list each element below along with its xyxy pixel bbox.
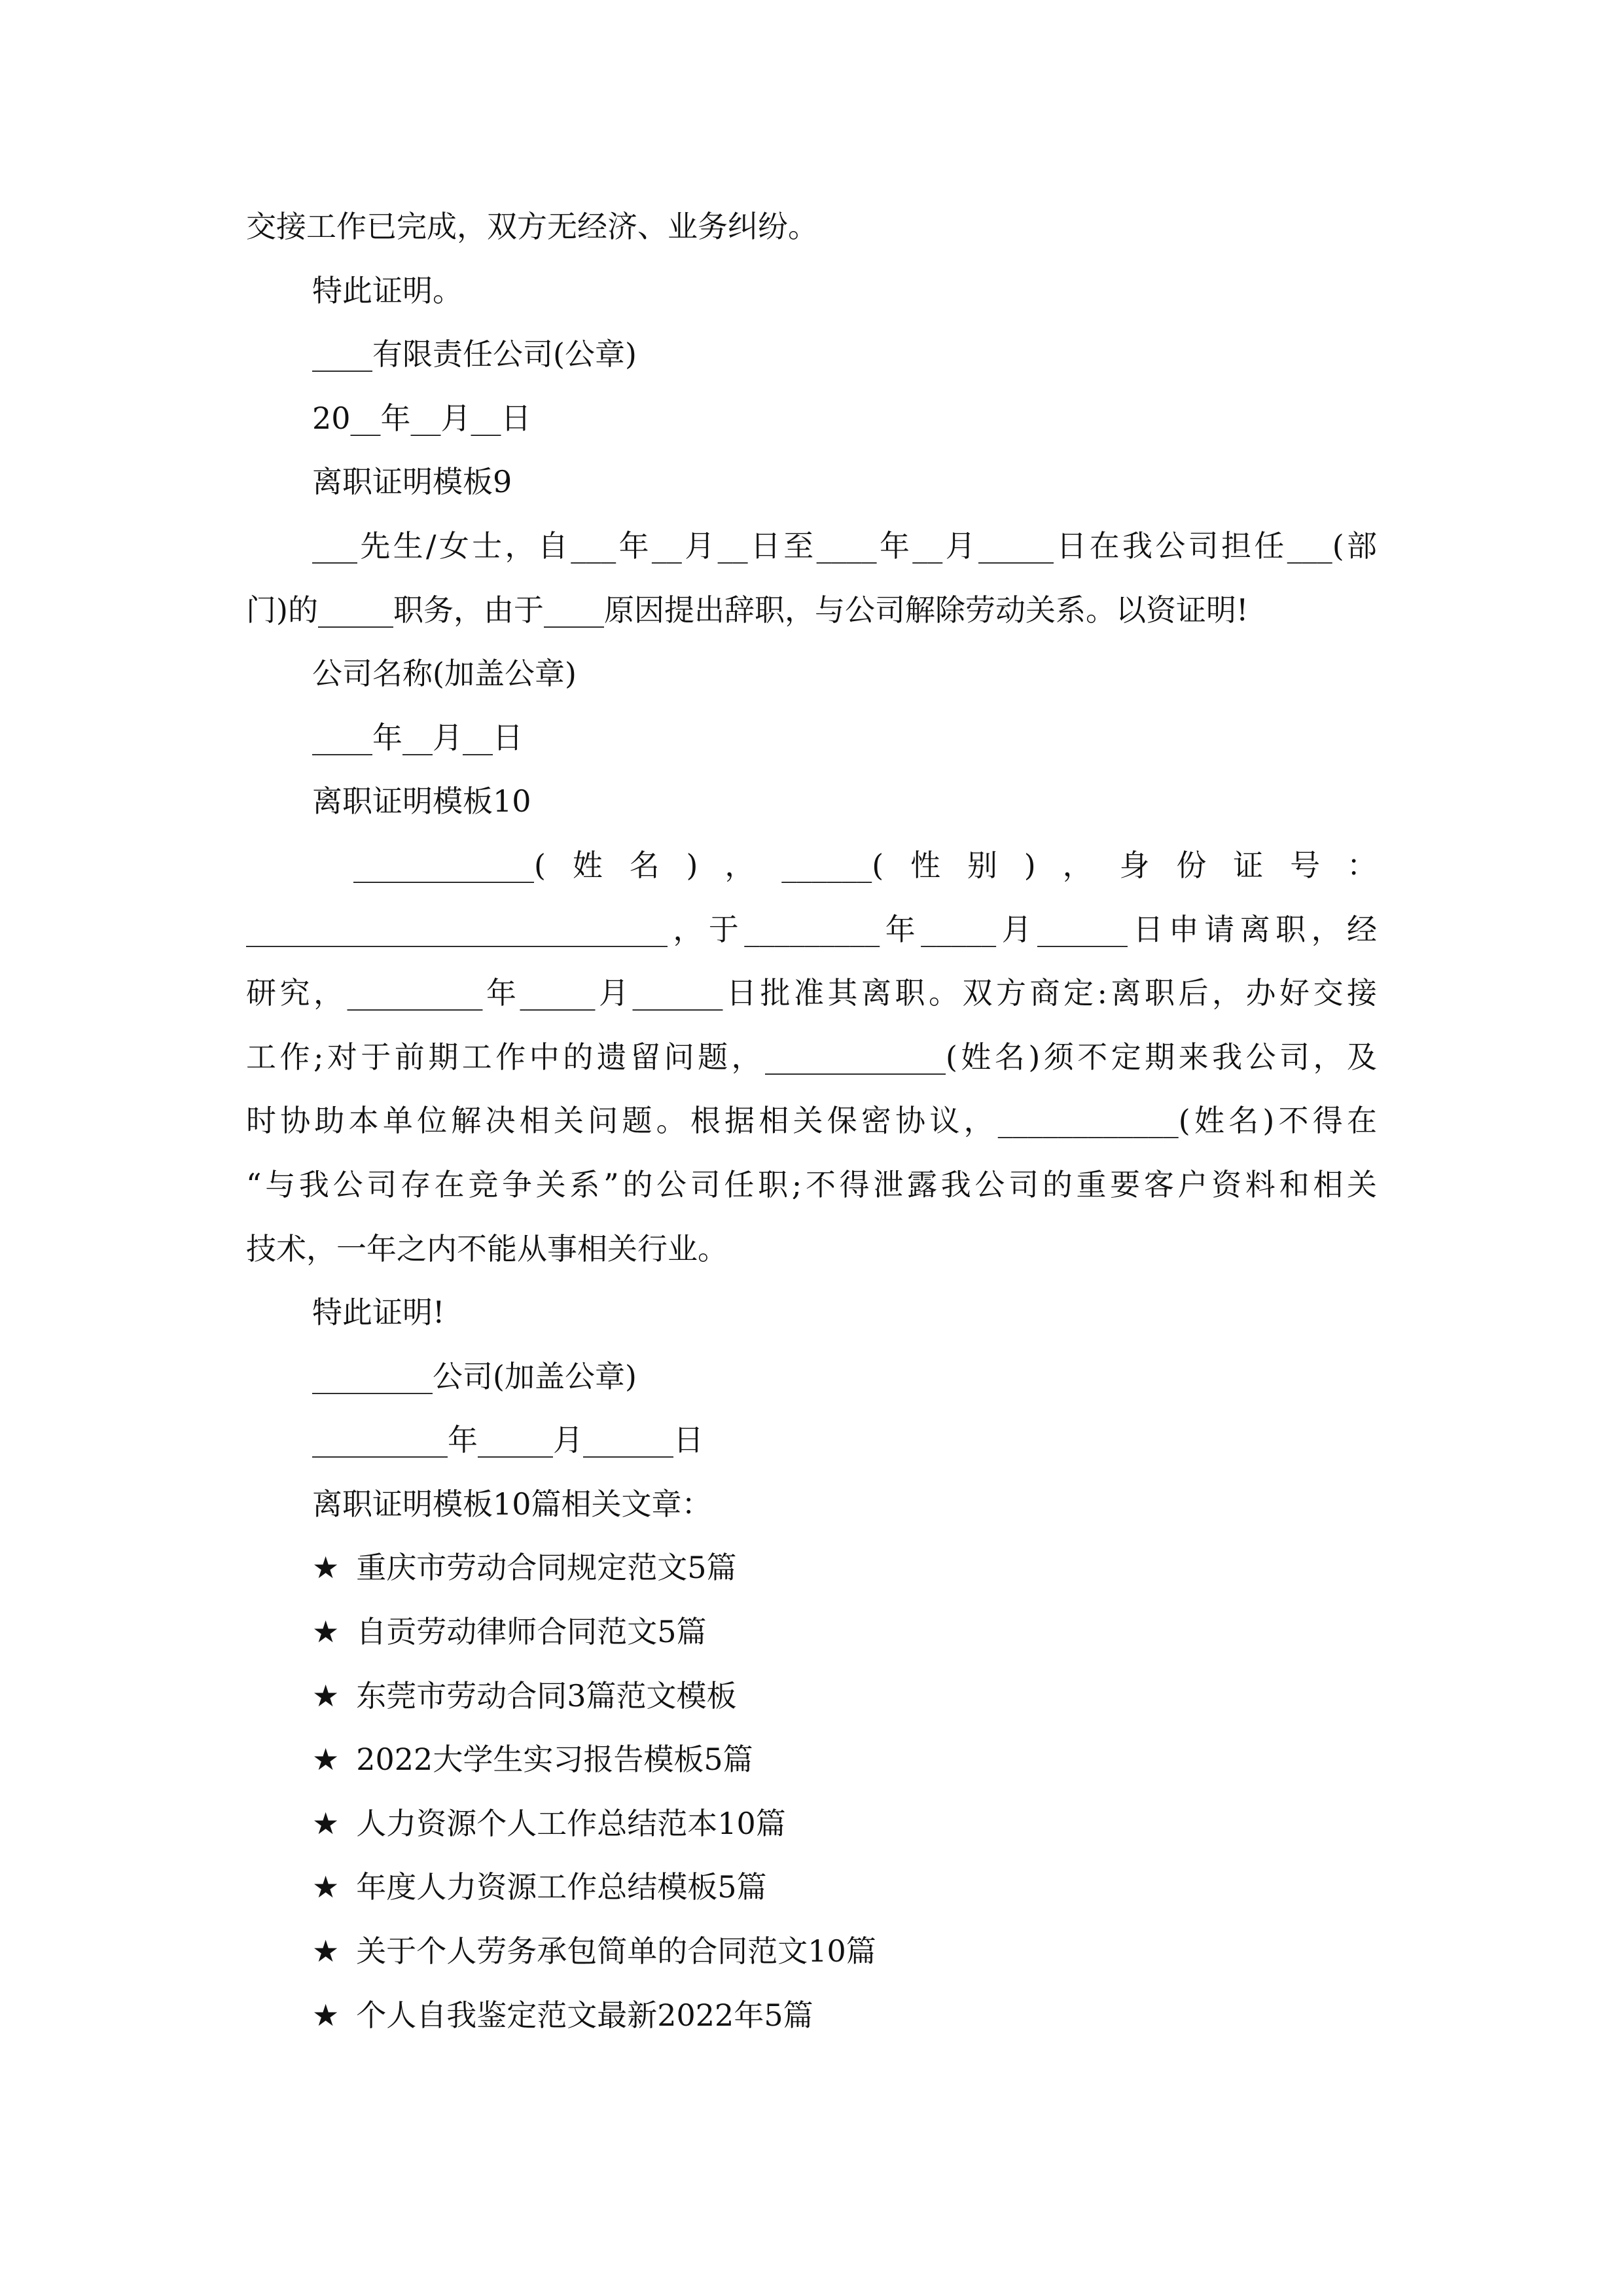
company-seal-line: ________公司(加盖公章) bbox=[312, 1358, 637, 1394]
paragraph-line: ___先生/女士，自___年__月__日至____年__月_____日在我公司担任___(部 bbox=[312, 528, 1377, 564]
related-article-link[interactable] bbox=[246, 1984, 1377, 2048]
related-article-link[interactable] bbox=[246, 1600, 1377, 1664]
star-icon: ★ bbox=[312, 1677, 340, 1713]
star-icon: ★ bbox=[312, 1550, 340, 1586]
paragraph-line: ____________(姓名)，______(性别)，身份证号： bbox=[353, 847, 1377, 883]
related-article-title[interactable]: 重庆市劳动合同规定范文5篇 bbox=[356, 1550, 737, 1586]
star-icon: ★ bbox=[312, 1933, 340, 1969]
star-icon: ★ bbox=[312, 1805, 340, 1841]
company-seal-line: ____有限责任公司(公章) bbox=[312, 336, 637, 372]
related-article-title[interactable]: 关于个人劳务承包简单的合同范文10篇 bbox=[356, 1933, 876, 1969]
star-icon: ★ bbox=[312, 1742, 340, 1778]
date-line: 20__年__月__日 bbox=[312, 400, 531, 436]
template10-title: 离职证明模板10 bbox=[312, 783, 531, 819]
company-seal-line: 公司名称(加盖公章) bbox=[312, 656, 577, 692]
related-article-link[interactable] bbox=[246, 1536, 1377, 1600]
date-line: _________年_____月______日 bbox=[312, 1422, 704, 1458]
paragraph-line: 工作;对于前期工作中的遗留问题，____________(姓名)须不定期来我公司，及 bbox=[246, 1039, 1377, 1075]
certify-text: 特此证明! bbox=[312, 1295, 445, 1331]
related-article-title[interactable]: 年度人力资源工作总结模板5篇 bbox=[356, 1869, 767, 1905]
paragraph-line: 门)的_____职务，由于____原因提出辞职，与公司解除劳动关系。以资证明! bbox=[246, 592, 1249, 628]
star-icon: ★ bbox=[312, 1614, 340, 1650]
paragraph-line: 技术，一年之内不能从事相关行业。 bbox=[246, 1230, 728, 1266]
certify-text: 特此证明。 bbox=[312, 272, 463, 308]
paragraph-line: 时协助本单位解决相关问题。根据相关保密协议，____________(姓名)不得在 bbox=[246, 1103, 1377, 1139]
paragraph-line: “与我公司存在竞争关系”的公司任职;不得泄露我公司的重要客户资料和相关 bbox=[246, 1166, 1377, 1202]
related-heading: 离职证明模板10篇相关文章： bbox=[312, 1486, 712, 1522]
related-article-link[interactable] bbox=[246, 1664, 1377, 1729]
related-article-link[interactable] bbox=[246, 1920, 1377, 1984]
related-article-link[interactable] bbox=[246, 1728, 1377, 1792]
related-article-title[interactable]: 人力资源个人工作总结范本10篇 bbox=[356, 1805, 786, 1841]
related-article-link[interactable] bbox=[246, 1792, 1377, 1856]
date-line: ____年__月__日 bbox=[312, 719, 523, 755]
paragraph-line: ____________________________，于_________年_____月______日申请离职，经 bbox=[246, 911, 1377, 947]
related-article-title[interactable]: 个人自我鉴定范文最新2022年5篇 bbox=[356, 1997, 813, 2033]
related-article-title[interactable]: 东莞市劳动合同3篇范文模板 bbox=[356, 1677, 737, 1713]
related-article-title[interactable]: 自贡劳动律师合同范文5篇 bbox=[356, 1614, 707, 1650]
star-icon: ★ bbox=[312, 1997, 340, 2033]
star-icon: ★ bbox=[312, 1869, 340, 1905]
template9-title: 离职证明模板9 bbox=[312, 464, 512, 500]
paragraph-line: 交接工作已完成，双方无经济、业务纠纷。 bbox=[246, 209, 818, 244]
related-article-title[interactable]: 2022大学生实习报告模板5篇 bbox=[356, 1742, 753, 1778]
related-article-link[interactable] bbox=[246, 1856, 1377, 1920]
document-page bbox=[246, 195, 1377, 2047]
paragraph-line: 研究，_________年_____月______日批准其离职。双方商定:离职后，办好交接 bbox=[246, 975, 1377, 1011]
